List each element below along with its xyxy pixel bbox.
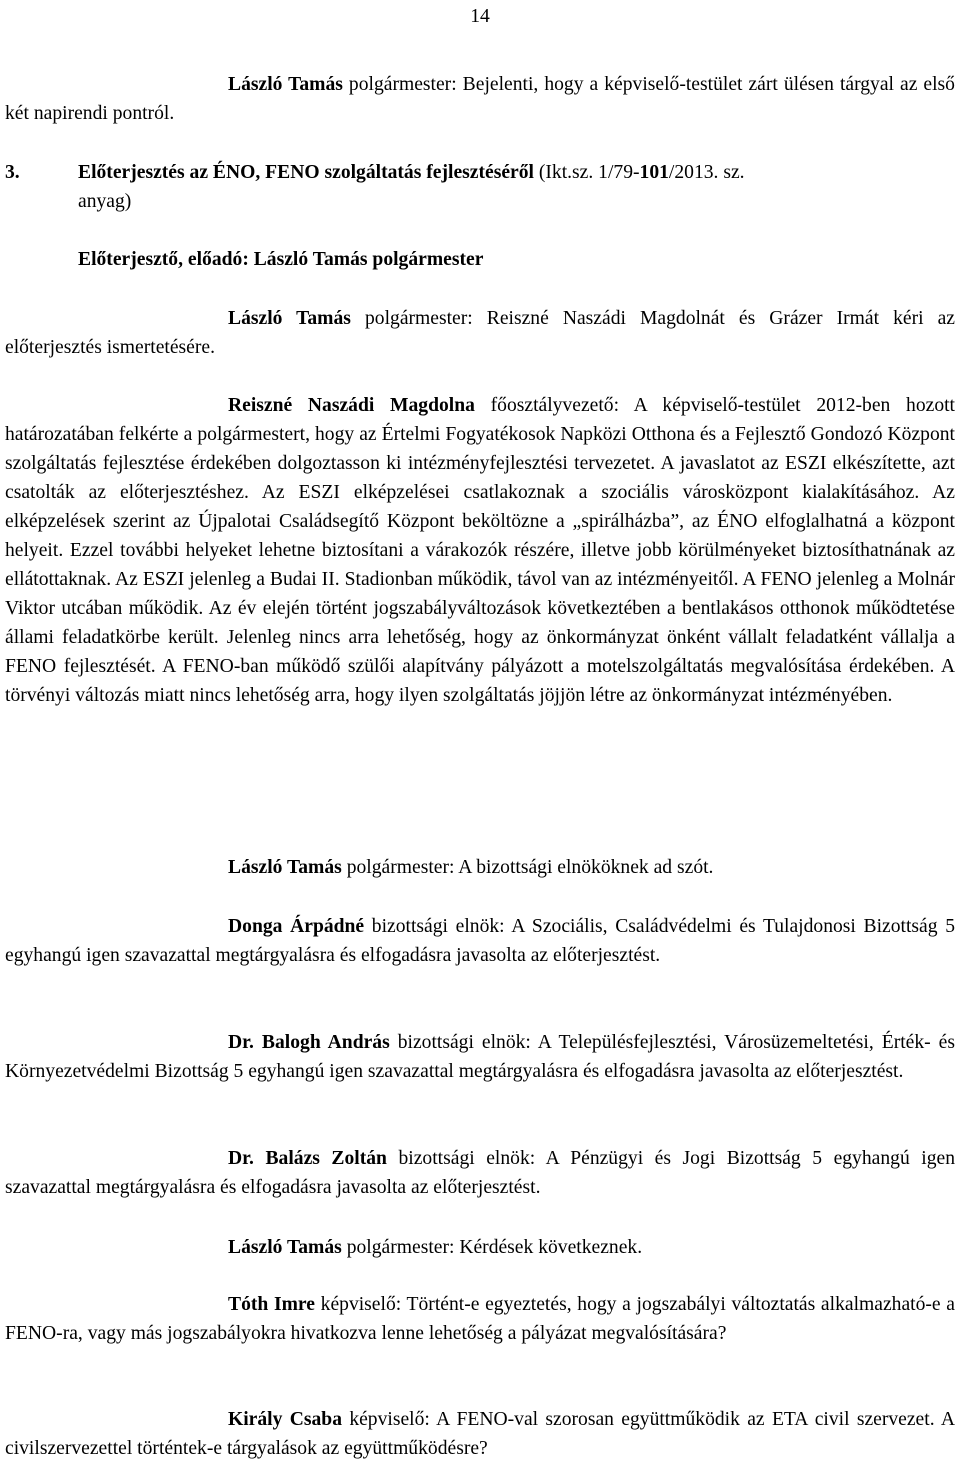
paragraph-question-kiraly xyxy=(5,1405,955,1463)
agenda-presenter: Előterjesztő, előadó: László Tamás polgármester xyxy=(78,249,484,270)
paragraph-questions xyxy=(5,1233,955,1262)
agenda-item-heading xyxy=(5,158,955,187)
paragraph-text: bizottsági elnök: A Településfejlesztési, Városüzemeltetési, Érték- és Környezetvédelmi Bizottság 5 egyhangú igen szavazattal megtárgyalásra és elfogadásra javasolta az előterjesztést. xyxy=(5,1032,955,1082)
agenda-ref-continuation: anyag) xyxy=(78,191,132,212)
page-number: 14 xyxy=(470,6,490,27)
speaker-name: Dr. Balogh András xyxy=(228,1032,390,1053)
paragraph-text: bizottsági elnök: A Szociális, Családvédelmi és Tulajdonosi Bizottság 5 egyhangú igen szavazattal megtárgyalásra és elfogadásra javasolta az előterjesztést. xyxy=(5,916,955,966)
speaker-name: Reiszné Naszádi Magdolna xyxy=(228,395,475,416)
speaker-name: Dr. Balázs Zoltán xyxy=(228,1148,387,1169)
agenda-item-title: Előterjesztés az ÉNO, FENO szolgáltatás fejlesztéséről xyxy=(78,162,534,183)
paragraph-committee-urban xyxy=(5,1028,955,1086)
speaker-name: Donga Árpádné xyxy=(228,916,365,937)
paragraph-text: bizottsági elnök: A Pénzügyi és Jogi Bizottság 5 egyhangú igen szavazattal megtárgyalásra és elfogadásra javasolta az előterjesztést. xyxy=(5,1148,955,1198)
paragraph-text: polgármester: Bejelenti, hogy a képviselő-testület zárt ülésen tárgyal az első két napirendi pontról. xyxy=(5,74,955,124)
speaker-name: Király Csaba xyxy=(228,1409,342,1430)
paragraph-presentation xyxy=(5,391,955,710)
paragraph-committee-social xyxy=(5,912,955,970)
paragraph-text: képviselő: A FENO-val szorosan együttműködik az ETA civil szervezet. A civilszervezettel történtek-e tárgyalások az együttműködésre? xyxy=(5,1409,955,1459)
speaker-name: László Tamás xyxy=(228,857,342,878)
paragraph-text: képviselő: Történt-e egyeztetés, hogy a jogszabályi változtatás alkalmazható-e a FENO-ra, vagy más jogszabályokra hivatkozva lenne lehetőség a pályázat megvalósítására? xyxy=(5,1294,955,1344)
speaker-name: László Tamás xyxy=(228,74,343,95)
paragraph-committee-finance xyxy=(5,1144,955,1202)
paragraph-floor-to-chairs xyxy=(5,853,955,882)
speaker-name: Tóth Imre xyxy=(228,1294,315,1315)
paragraph-text: polgármester: Kérdések következnek. xyxy=(341,1237,643,1258)
agenda-ref-number: 101 xyxy=(639,162,669,183)
paragraph-question-toth xyxy=(5,1290,955,1348)
paragraph-announcement xyxy=(5,70,955,128)
speaker-name: László Tamás xyxy=(228,308,351,329)
paragraph-invitation xyxy=(5,304,955,362)
speaker-name: László Tamás xyxy=(228,1237,342,1258)
agenda-ref-suffix: /2013. sz. xyxy=(668,162,745,183)
agenda-item-number: 3. xyxy=(5,162,20,183)
agenda-ref-prefix: (Ikt.sz. 1/79- xyxy=(533,162,640,183)
paragraph-text: polgármester: Reiszné Naszádi Magdolnát és Grázer Irmát kéri az előterjesztés ismertetésére. xyxy=(5,308,955,358)
paragraph-text: főosztályvezető: A képviselő-testület 2012-ben hozott határozatában felkérte a polgármestert, hogy az Értelmi Fogyatékosok Napközi Otthona és a Fejlesztő Gondozó Központ szolgáltatás fejlesztése érdekében dolgoztasson ki intézményfejlesztési tervezetet. A javaslatot az ESZI elkészítette, azt csatolták az előterjesztéshez. Az ESZI elképzelései csatlakoznak a szociális városközpont kialakításához. Az elképzelések szerint az Újpalotai Családsegítő Központ beköltözne a „spirálházba”, az ÉNO elfoglalhatná a központ helyeit. Ezzel további helyeket lehetne biztosítani a várakozók részére, illetve jobb körülményeket biztosíthatnának az ellátottaknak. Az ESZI jelenleg a Budai II. Stadionban működik, távol van az intézményeitől. A FENO jelenleg a Molnár Viktor utcában működik. Az év elején történt jogszabályváltozások következtében a bentlakásos otthonok működtetése állami feladatkörbe került. Jelenleg nincs arra lehetőség, hogy az önkormányzat önként vállalt feladatként vállalja a FENO fejlesztését. A FENO-ban működő szülői alapítvány pályázott a motelszolgáltatás megvalósítása érdekében. A törvényi változás miatt nincs lehetőség arra, hogy ilyen szolgáltatás jöjjön létre az önkormányzat intézményében. xyxy=(5,395,956,706)
paragraph-text: polgármester: A bizottsági elnököknek ad szót. xyxy=(341,857,714,878)
